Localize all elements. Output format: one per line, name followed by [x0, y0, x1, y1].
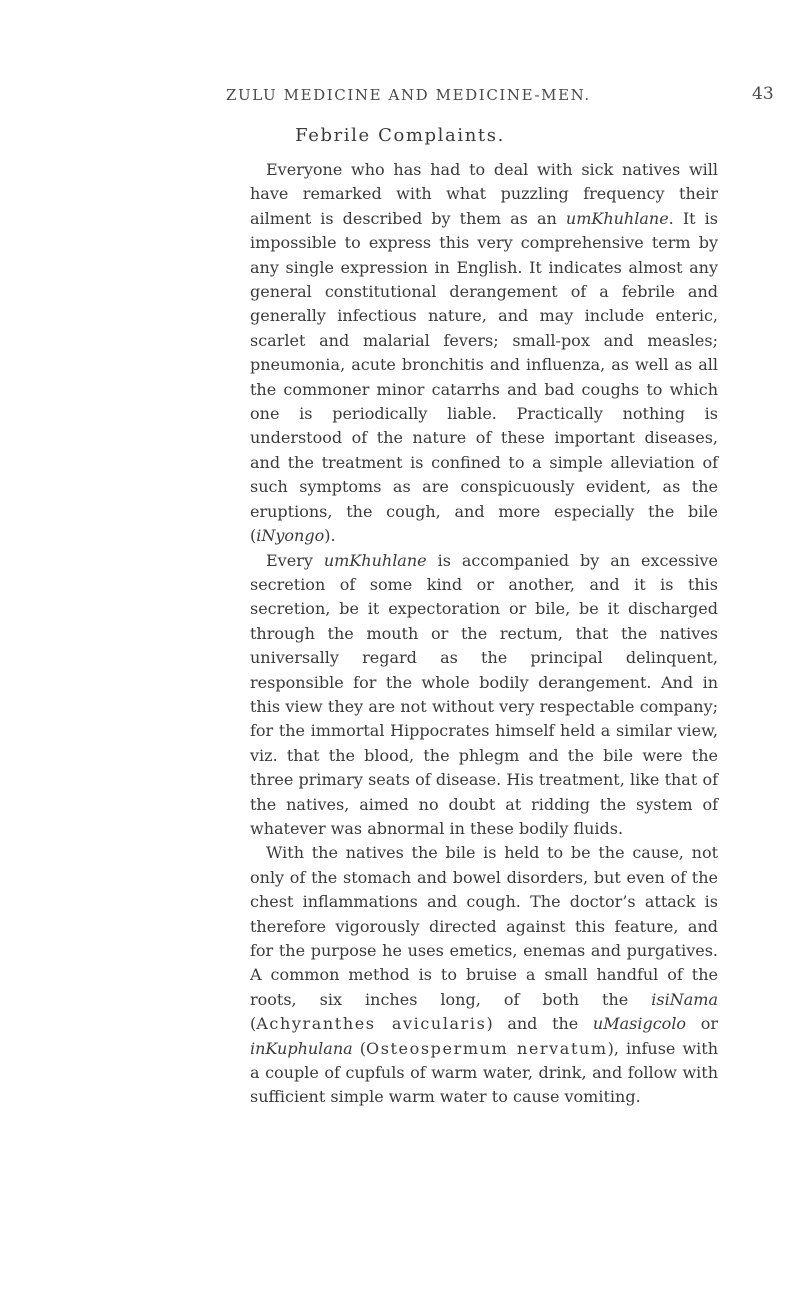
italic-term: iNyongo: [256, 526, 325, 546]
text-run: ).: [324, 526, 336, 546]
botanical-name: Osteospermum nervatum: [366, 1038, 608, 1058]
page-number: 43: [752, 84, 774, 104]
text-run: (: [250, 1014, 257, 1034]
italic-term: inKuphulana: [250, 1038, 353, 1058]
text-run: Every: [266, 550, 324, 570]
text-run: or: [686, 1014, 718, 1034]
text-run: Everyone who has had to deal with sick natives will have remarked with what puzzling frequency their ailment is described by them as an: [250, 160, 718, 228]
paragraph: [250, 549, 718, 842]
text-run: is accompanied by an excessive secretion of some kind or another, and it is this secretion, be it expectoration or bile, be it discharged through the mouth or the rectum, that the natives universally regard as the principal delinquent, responsible for the whole bodily derangement. And in this view they are not without very respectable company; for the immortal Hippocrates himself held a similar view, viz. that the blood, the phlegm and the bile were the three primary seats of disease. His treatment, like that of the natives, aimed no doubt at ridding the system of whatever was abnormal in these bodily fluids.: [250, 550, 719, 838]
text-run: ), infuse with a couple of cupfuls of warm water, drink, and follow with sufficient simple warm water to cause vomiting.: [250, 1038, 718, 1107]
italic-term: uMasigcolo: [592, 1014, 687, 1034]
text-run: (: [352, 1038, 366, 1058]
text-run: With the natives the bile is held to be the cause, not only of the stomach and bowel disorders, but even of the chest inflammations and cough. The doctor’s attack is therefore vigorously directed against this feature, and for the purpose he uses emetics, enemas and purgatives. A common method is to bruise a small handful of the roots, six inches long, of both the: [250, 843, 718, 1009]
italic-term: umKhuhlane: [565, 208, 669, 228]
text-run: . It is impossible to express this very comprehensive term by any single expression in English. It indicates almost any general constitutional derangement of a febrile and generally infectious nature, and may include enteric, scarlet and malarial fevers; small-pox and measles; pneumonia, acute bronchitis and influenza, as well as all the commoner minor catarrhs and bad coughs to which one is periodically liable. Practically nothing is understood of the nature of these important diseases, and the treatment is confined to a simple alleviation of such symptoms as are conspicuously evident, as the eruptions, the cough, and more especially the bile (: [250, 208, 718, 546]
paragraph: [250, 841, 718, 1109]
italic-term: umKhuhlane: [323, 550, 427, 570]
section-title: Febrile Complaints.: [295, 125, 505, 146]
running-head: ZULU MEDICINE AND MEDICINE-MEN.: [226, 86, 591, 104]
body-text: [250, 158, 718, 1110]
text-run: ) and the: [486, 1014, 593, 1034]
botanical-name: Achyranthes avicularis: [256, 1014, 487, 1034]
paragraph: [250, 158, 718, 549]
italic-term: isiNama: [651, 989, 718, 1009]
